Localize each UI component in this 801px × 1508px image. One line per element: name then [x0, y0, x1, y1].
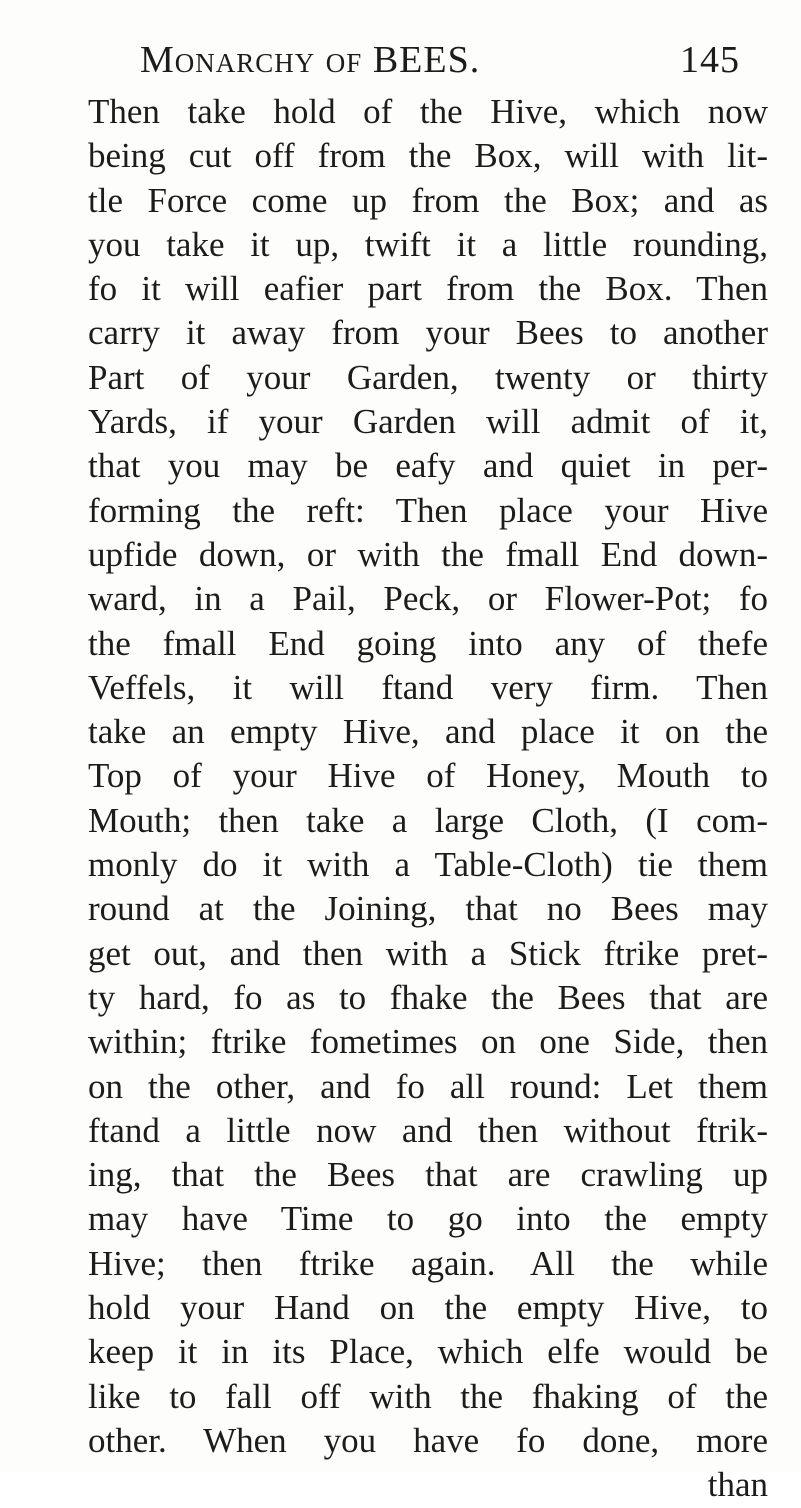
text-line: ty hard, fo as to fhake the Bees that are [88, 977, 768, 1017]
text-line: tle Force come up from the Box; and as [88, 180, 768, 220]
text-line: upfide down, or with the fmall End down- [88, 534, 768, 574]
text-line: forming the reft: Then place your Hive [88, 490, 768, 530]
text-line: round at the Joining, that no Bees may [88, 889, 768, 929]
text-line: take an empty Hive, and place it on the [88, 712, 768, 752]
text-line: the fmall End going into any of thefe [88, 623, 768, 663]
text-line: carry it away from your Bees to another [88, 313, 768, 353]
text-line: you take it up, twift it a little rounding, [88, 224, 768, 264]
text-line: hold your Hand on the empty Hive, to [88, 1288, 768, 1328]
text-line: Hive; then ftrike again. All the while [88, 1243, 768, 1283]
text-line: on the other, and fo all round: Let them [88, 1066, 768, 1106]
text-line: Yards, if your Garden will admit of it, [88, 402, 768, 442]
text-line: that you may be eafy and quiet in per- [88, 446, 768, 486]
text-line: Veffels, it will ftand very firm. Then [88, 667, 768, 707]
text-line: being cut off from the Box, will with lit- [88, 136, 768, 176]
text-line: Part of your Garden, twenty or thirty [88, 357, 768, 397]
body-text [88, 90, 768, 1508]
text-line: fo it will eafier part from the Box. Then [88, 269, 768, 309]
running-title: Monarchy of BEES. [140, 39, 481, 81]
text-line: ftand a little now and then without ftrik- [88, 1110, 768, 1150]
text-line: ing, that the Bees that are crawling up [88, 1155, 768, 1195]
text-line: monly do it with a Table-Cloth) tie them [88, 845, 768, 885]
text-line: may have Time to go into the empty [88, 1199, 768, 1239]
text-line: like to fall off with the fhaking of the [88, 1376, 768, 1416]
page-header [140, 26, 740, 86]
text-line: keep it in its Place, which elfe would be [88, 1332, 768, 1372]
text-line: Then take hold of the Hive, which now [88, 92, 768, 131]
text-line: ward, in a Pail, Peck, or Flower-Pot; fo [88, 579, 768, 619]
text-line: get out, and then with a Stick ftrike pret- [88, 933, 768, 973]
text-line: other. When you have fo done, more [88, 1420, 768, 1460]
text-line: within; ftrike fometimes on one Side, then [88, 1022, 768, 1062]
text-line: Top of your Hive of Honey, Mouth to [88, 756, 768, 796]
text-line: Mouth; then take a large Cloth, (I com- [88, 800, 768, 840]
text-line: than [707, 1465, 768, 1505]
page-number: 145 [680, 39, 740, 81]
